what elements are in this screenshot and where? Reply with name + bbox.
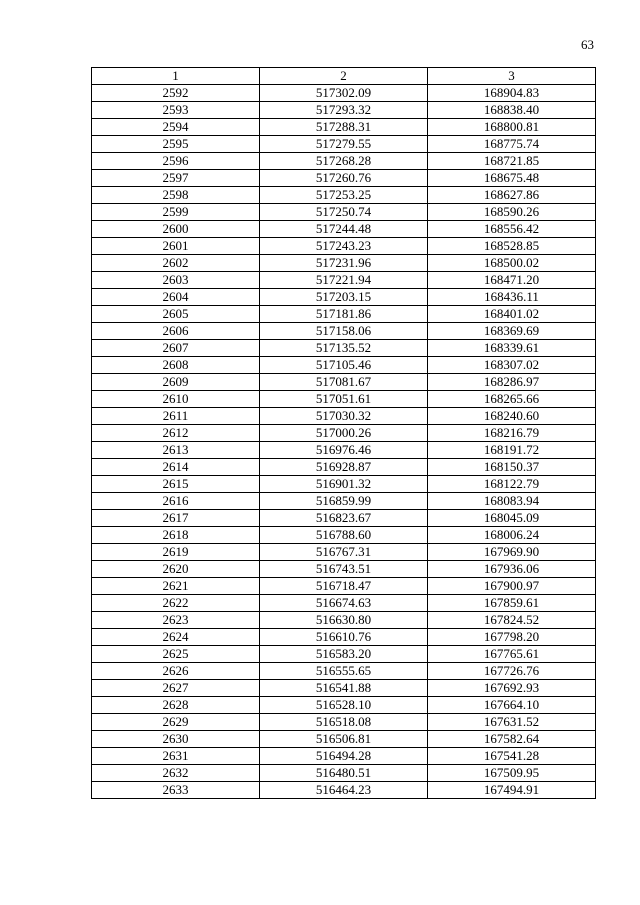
table-cell: 516518.08 xyxy=(260,714,428,731)
table-cell: 2592 xyxy=(92,85,260,102)
table-cell: 168471.20 xyxy=(428,272,596,289)
table-cell: 2614 xyxy=(92,459,260,476)
table-cell: 2595 xyxy=(92,136,260,153)
table-row xyxy=(92,595,596,612)
table-row xyxy=(92,561,596,578)
table-cell: 167936.06 xyxy=(428,561,596,578)
table-cell: 517293.32 xyxy=(260,102,428,119)
table-row xyxy=(92,289,596,306)
table-row xyxy=(92,102,596,119)
table-row xyxy=(92,663,596,680)
table-cell: 2597 xyxy=(92,170,260,187)
table-cell: 168500.02 xyxy=(428,255,596,272)
table-row xyxy=(92,612,596,629)
table-row xyxy=(92,731,596,748)
table-row xyxy=(92,459,596,476)
table-cell: 168590.26 xyxy=(428,204,596,221)
table-cell: 2596 xyxy=(92,153,260,170)
column-header-1: 1 xyxy=(92,68,260,85)
table-row xyxy=(92,765,596,782)
table-cell: 2607 xyxy=(92,340,260,357)
table-cell: 2630 xyxy=(92,731,260,748)
table-cell: 168006.24 xyxy=(428,527,596,544)
table-cell: 517181.86 xyxy=(260,306,428,323)
table-cell: 167582.64 xyxy=(428,731,596,748)
table-cell: 517051.61 xyxy=(260,391,428,408)
table-cell: 168775.74 xyxy=(428,136,596,153)
table-cell: 2624 xyxy=(92,629,260,646)
table-cell: 517231.96 xyxy=(260,255,428,272)
table-cell: 517288.31 xyxy=(260,119,428,136)
table-cell: 516718.47 xyxy=(260,578,428,595)
table-cell: 2613 xyxy=(92,442,260,459)
table-cell: 517243.23 xyxy=(260,238,428,255)
table-cell: 2617 xyxy=(92,510,260,527)
column-header-2: 2 xyxy=(260,68,428,85)
table-header-row xyxy=(92,68,596,85)
table-row xyxy=(92,153,596,170)
table-row xyxy=(92,714,596,731)
table-cell: 167664.10 xyxy=(428,697,596,714)
table-cell: 2610 xyxy=(92,391,260,408)
table-cell: 517250.74 xyxy=(260,204,428,221)
table-cell: 168800.81 xyxy=(428,119,596,136)
table-cell: 516555.65 xyxy=(260,663,428,680)
table-cell: 516494.28 xyxy=(260,748,428,765)
table-cell: 517105.46 xyxy=(260,357,428,374)
table-cell: 517030.32 xyxy=(260,408,428,425)
table-cell: 168191.72 xyxy=(428,442,596,459)
table-cell: 168627.86 xyxy=(428,187,596,204)
table-row xyxy=(92,782,596,799)
table-cell: 517081.67 xyxy=(260,374,428,391)
column-header-3: 3 xyxy=(428,68,596,85)
table-cell: 2626 xyxy=(92,663,260,680)
table-cell: 167692.93 xyxy=(428,680,596,697)
table-row xyxy=(92,340,596,357)
table-cell: 2611 xyxy=(92,408,260,425)
table-cell: 2628 xyxy=(92,697,260,714)
table-row xyxy=(92,527,596,544)
table-cell: 167494.91 xyxy=(428,782,596,799)
table-cell: 2594 xyxy=(92,119,260,136)
table-row xyxy=(92,425,596,442)
table-cell: 168556.42 xyxy=(428,221,596,238)
table-cell: 2598 xyxy=(92,187,260,204)
table-cell: 516506.81 xyxy=(260,731,428,748)
table-cell: 516743.51 xyxy=(260,561,428,578)
table-cell: 2625 xyxy=(92,646,260,663)
table-cell: 516630.80 xyxy=(260,612,428,629)
table-cell: 167798.20 xyxy=(428,629,596,646)
table-row xyxy=(92,544,596,561)
table-cell: 2608 xyxy=(92,357,260,374)
table-body xyxy=(92,85,596,799)
table-row xyxy=(92,510,596,527)
table-cell: 168675.48 xyxy=(428,170,596,187)
table-cell: 517279.55 xyxy=(260,136,428,153)
table-row xyxy=(92,748,596,765)
table-cell: 517253.25 xyxy=(260,187,428,204)
table-cell: 2609 xyxy=(92,374,260,391)
table-cell: 2599 xyxy=(92,204,260,221)
table-row xyxy=(92,391,596,408)
table-cell: 167969.90 xyxy=(428,544,596,561)
table-row xyxy=(92,374,596,391)
table-cell: 2605 xyxy=(92,306,260,323)
table-cell: 2602 xyxy=(92,255,260,272)
table-cell: 516976.46 xyxy=(260,442,428,459)
table-cell: 516541.88 xyxy=(260,680,428,697)
table-row xyxy=(92,442,596,459)
table-row xyxy=(92,272,596,289)
table-cell: 168045.09 xyxy=(428,510,596,527)
table-row xyxy=(92,187,596,204)
table-cell: 516928.87 xyxy=(260,459,428,476)
table-row xyxy=(92,306,596,323)
table-cell: 168122.79 xyxy=(428,476,596,493)
table-cell: 168401.02 xyxy=(428,306,596,323)
table-cell: 168339.61 xyxy=(428,340,596,357)
table-cell: 168286.97 xyxy=(428,374,596,391)
table-row xyxy=(92,408,596,425)
table-row xyxy=(92,255,596,272)
table-cell: 517203.15 xyxy=(260,289,428,306)
table-cell: 2619 xyxy=(92,544,260,561)
table-cell: 168083.94 xyxy=(428,493,596,510)
table-row xyxy=(92,85,596,102)
table-cell: 517221.94 xyxy=(260,272,428,289)
table-cell: 168240.60 xyxy=(428,408,596,425)
table-cell: 2618 xyxy=(92,527,260,544)
table-cell: 168721.85 xyxy=(428,153,596,170)
table-cell: 516464.23 xyxy=(260,782,428,799)
table-cell: 516674.63 xyxy=(260,595,428,612)
table-row xyxy=(92,646,596,663)
table-cell: 168369.69 xyxy=(428,323,596,340)
table-cell: 168904.83 xyxy=(428,85,596,102)
table-cell: 516610.76 xyxy=(260,629,428,646)
table-cell: 2633 xyxy=(92,782,260,799)
table-cell: 2632 xyxy=(92,765,260,782)
table-cell: 2622 xyxy=(92,595,260,612)
table-cell: 516823.67 xyxy=(260,510,428,527)
table-row xyxy=(92,323,596,340)
table-cell: 168307.02 xyxy=(428,357,596,374)
coordinates-table xyxy=(91,67,596,799)
table-cell: 2601 xyxy=(92,238,260,255)
table-row xyxy=(92,697,596,714)
table-cell: 167765.61 xyxy=(428,646,596,663)
table-cell: 2603 xyxy=(92,272,260,289)
table-cell: 517158.06 xyxy=(260,323,428,340)
table-cell: 517135.52 xyxy=(260,340,428,357)
table-row xyxy=(92,119,596,136)
table-cell: 168150.37 xyxy=(428,459,596,476)
table-row xyxy=(92,170,596,187)
table-cell: 168528.85 xyxy=(428,238,596,255)
table-cell: 2621 xyxy=(92,578,260,595)
table-cell: 2604 xyxy=(92,289,260,306)
table-cell: 167726.76 xyxy=(428,663,596,680)
table-row xyxy=(92,357,596,374)
table-row xyxy=(92,238,596,255)
table-cell: 168265.66 xyxy=(428,391,596,408)
table-cell: 516528.10 xyxy=(260,697,428,714)
table-row xyxy=(92,680,596,697)
table-cell: 517260.76 xyxy=(260,170,428,187)
table-cell: 168436.11 xyxy=(428,289,596,306)
table-row xyxy=(92,493,596,510)
table-cell: 167900.97 xyxy=(428,578,596,595)
table-cell: 2612 xyxy=(92,425,260,442)
table-row xyxy=(92,476,596,493)
table-row xyxy=(92,136,596,153)
table-cell: 517268.28 xyxy=(260,153,428,170)
table-cell: 168216.79 xyxy=(428,425,596,442)
table-cell: 517000.26 xyxy=(260,425,428,442)
table-cell: 2615 xyxy=(92,476,260,493)
table-cell: 2600 xyxy=(92,221,260,238)
table-cell: 2631 xyxy=(92,748,260,765)
table-cell: 167509.95 xyxy=(428,765,596,782)
table-cell: 517244.48 xyxy=(260,221,428,238)
table-cell: 516788.60 xyxy=(260,527,428,544)
table-row xyxy=(92,629,596,646)
table-cell: 2629 xyxy=(92,714,260,731)
table-cell: 2623 xyxy=(92,612,260,629)
table-row xyxy=(92,221,596,238)
table-cell: 2593 xyxy=(92,102,260,119)
table-cell: 2606 xyxy=(92,323,260,340)
table-cell: 168838.40 xyxy=(428,102,596,119)
page-number: 63 xyxy=(581,37,594,52)
table-cell: 167541.28 xyxy=(428,748,596,765)
table-row xyxy=(92,204,596,221)
table-cell: 516480.51 xyxy=(260,765,428,782)
table-cell: 167824.52 xyxy=(428,612,596,629)
table-cell: 167859.61 xyxy=(428,595,596,612)
table-cell: 167631.52 xyxy=(428,714,596,731)
table-cell: 2616 xyxy=(92,493,260,510)
table-cell: 516859.99 xyxy=(260,493,428,510)
table-cell: 516901.32 xyxy=(260,476,428,493)
table-cell: 2627 xyxy=(92,680,260,697)
table-row xyxy=(92,578,596,595)
table-cell: 517302.09 xyxy=(260,85,428,102)
table-cell: 516583.20 xyxy=(260,646,428,663)
table-cell: 2620 xyxy=(92,561,260,578)
table-cell: 516767.31 xyxy=(260,544,428,561)
